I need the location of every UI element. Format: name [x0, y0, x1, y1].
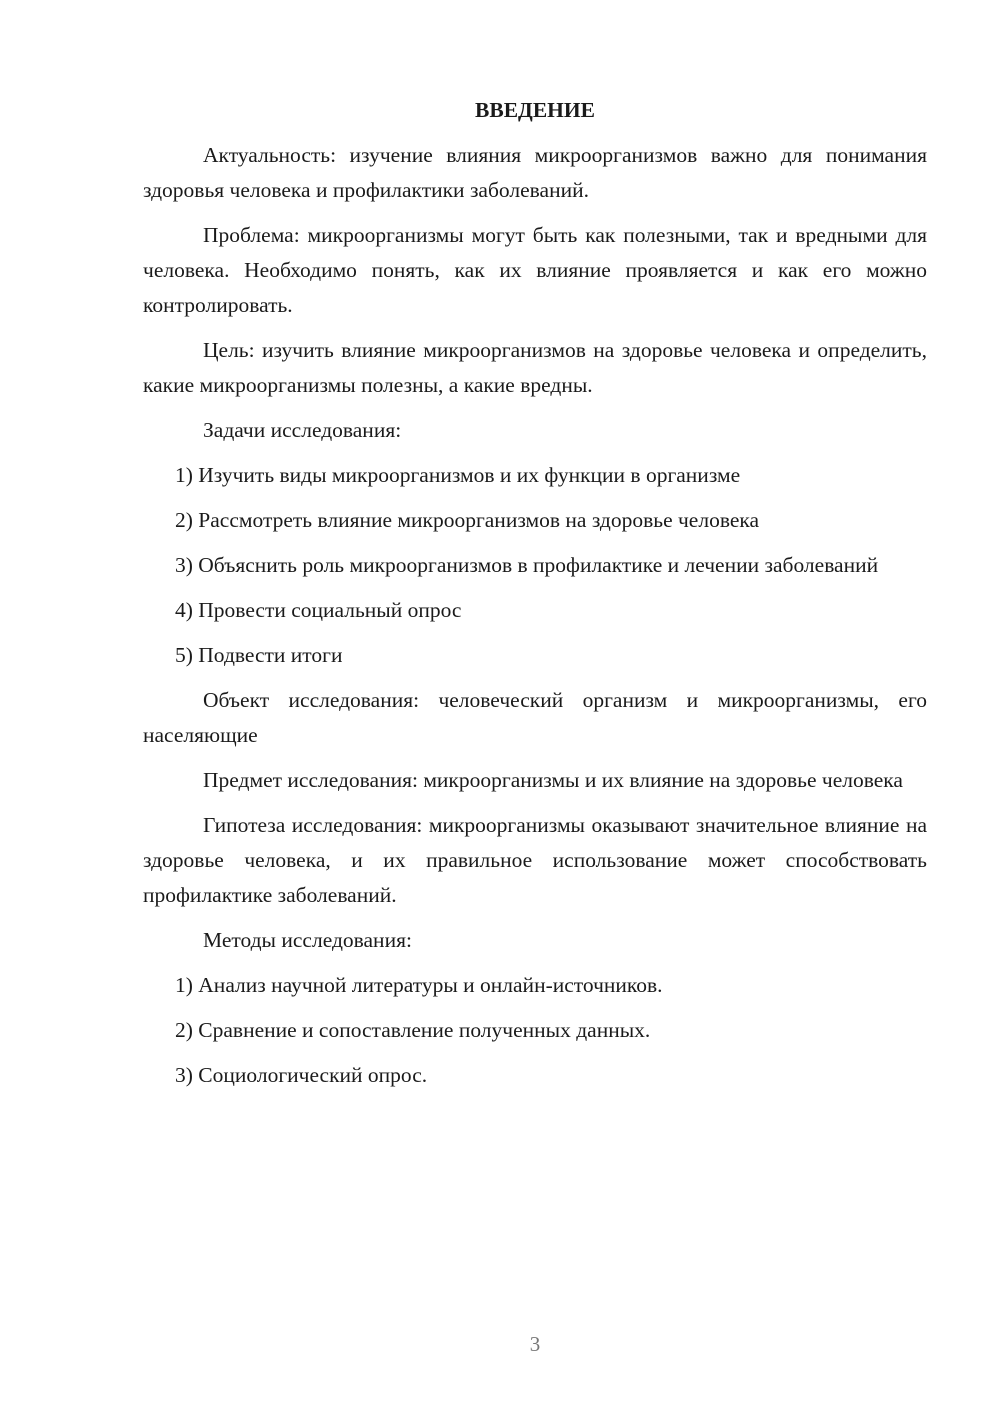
method-item: 2) Сравнение и сопоставление полученных данных. — [175, 1018, 651, 1042]
method-item: 1) Анализ научной литературы и онлайн-источников. — [175, 973, 663, 997]
task-item: 4) Провести социальный опрос — [175, 598, 462, 622]
method-item: 3) Социологический опрос. — [175, 1063, 428, 1087]
problem-paragraph: Проблема: микроорганизмы могут быть как полезными, так и вредными для человека. Необходимо понять, как их влияние проявляется и как его можно контролировать. — [143, 223, 927, 317]
tasks-title: Задачи исследования: — [203, 418, 402, 442]
task-item: 1) Изучить виды микроорганизмов и их функции в организме — [175, 463, 741, 487]
task-item: 5) Подвести итоги — [175, 643, 343, 667]
object-paragraph: Объект исследования: человеческий организм и микроорганизмы, его населяющие — [143, 688, 927, 747]
task-item: 3) Объяснить роль микроорганизмов в профилактике и лечении заболеваний — [175, 553, 879, 577]
page-content — [143, 93, 927, 1103]
page-number: 3 — [529, 1332, 541, 1356]
goal-paragraph: Цель: изучить влияние микроорганизмов на здоровье человека и определить, какие микроорганизмы полезны, а какие вредны. — [143, 338, 927, 397]
subject-paragraph: Предмет исследования: микроорганизмы и их влияние на здоровье человека — [203, 768, 903, 792]
hypothesis-paragraph: Гипотеза исследования: микроорганизмы оказывают значительное влияние на здоровье человека, и их правильное использование может способствовать профилактике заболеваний. — [143, 813, 927, 907]
relevance-paragraph: Актуальность: изучение влияния микроорганизмов важно для понимания здоровья человека и профилактики заболеваний. — [143, 143, 927, 202]
page-title: ВВЕДЕНИЕ — [475, 98, 595, 122]
methods-title: Методы исследования: — [203, 928, 412, 952]
task-item: 2) Рассмотреть влияние микроорганизмов на здоровье человека — [175, 508, 760, 532]
